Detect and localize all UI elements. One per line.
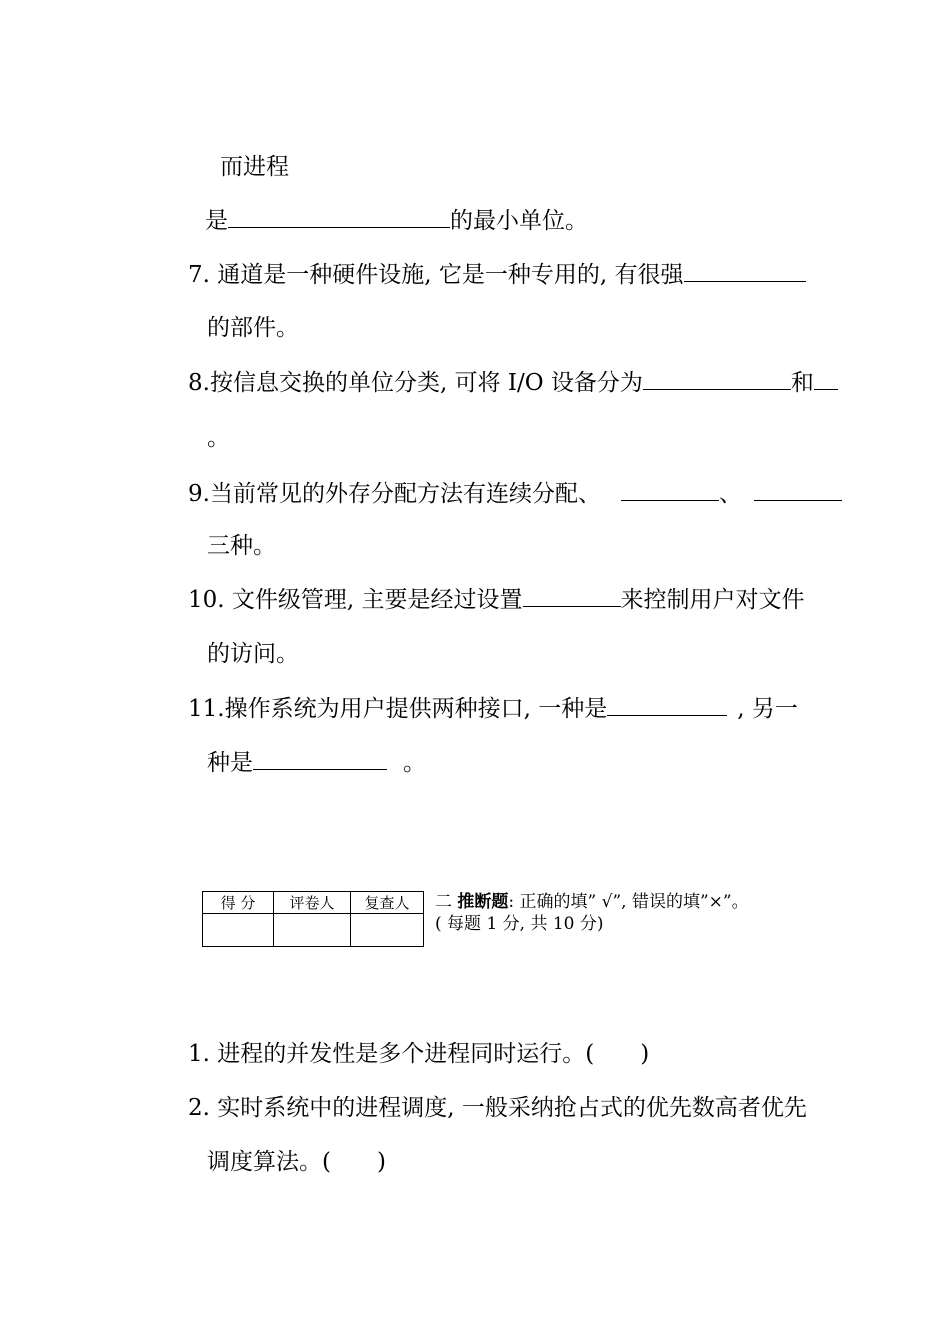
text-segment: 8.按信息交换的单位分类, 可将 I/O 设备分为 (188, 370, 643, 396)
text-segment: 的最小单位。 (450, 208, 588, 234)
question-9-line2: 三种。 (207, 533, 276, 559)
fill-blank[interactable] (814, 367, 838, 390)
tf-question-2-line2: 调度算法。( ) (207, 1149, 386, 1175)
section-instructions: : 正确的填” √”, 错误的填”×”。 (508, 892, 749, 912)
tf-question-2-line1: 2. 实时系统中的进程调度, 一般采纳抢占式的优先数高者优先 (188, 1095, 807, 1121)
text-segment: 7. 通道是一种硬件设施, 它是一种专用的, 有很强 (188, 262, 684, 288)
fill-blank[interactable] (621, 478, 719, 501)
question-7-line1 (188, 259, 806, 290)
score-table (202, 891, 424, 947)
reviewer-header: 复查人 (351, 892, 424, 914)
grader-header: 评卷人 (274, 892, 351, 914)
fill-blank[interactable] (643, 367, 791, 390)
fill-blank[interactable] (684, 259, 806, 282)
fill-blank[interactable] (607, 693, 727, 716)
fill-blank[interactable] (253, 747, 387, 770)
line-process-end: 而进程 (220, 154, 289, 180)
text-segment: , 另一 (737, 696, 798, 722)
text-segment: 是 (205, 208, 228, 234)
line-minimal-unit (205, 205, 588, 236)
question-7-line2: 的部件。 (207, 315, 299, 341)
section-header (435, 891, 749, 935)
text-segment: 11.操作系统为用户提供两种接口, 一种是 (188, 696, 608, 722)
grader-cell[interactable] (274, 914, 351, 947)
section-header-line1 (435, 891, 749, 913)
question-8-line2: 。 (207, 425, 230, 451)
text-segment: 10. 文件级管理, 主要是经过设置 (188, 587, 523, 613)
section-header-line2: ( 每题 1 分, 共 10 分) (435, 914, 604, 934)
section-prefix: 二 (435, 892, 458, 912)
text-segment: 9.当前常见的外存分配方法有连续分配、 (188, 481, 601, 507)
fill-blank[interactable] (228, 205, 450, 228)
question-9-line1 (188, 478, 842, 509)
fill-blank[interactable] (754, 478, 842, 501)
question-11-line1 (188, 693, 798, 724)
question-10-line1 (188, 584, 805, 615)
section-title: 推断题 (457, 892, 509, 912)
text-segment: 、 (718, 481, 742, 507)
score-header: 得 分 (203, 892, 274, 914)
tf-question-1: 1. 进程的并发性是多个进程同时运行。( ) (188, 1041, 650, 1067)
text-segment: 和 (790, 370, 814, 396)
question-8-line1 (188, 367, 838, 398)
reviewer-cell[interactable] (351, 914, 424, 947)
text-segment: 来控制用户对文件 (620, 587, 805, 613)
score-cell[interactable] (203, 914, 274, 947)
question-10-line2: 的访问。 (207, 641, 299, 667)
question-11-line2 (207, 747, 426, 778)
fill-blank[interactable] (523, 584, 621, 607)
text-segment: 种是 (207, 750, 253, 776)
text-segment: 。 (403, 750, 426, 776)
